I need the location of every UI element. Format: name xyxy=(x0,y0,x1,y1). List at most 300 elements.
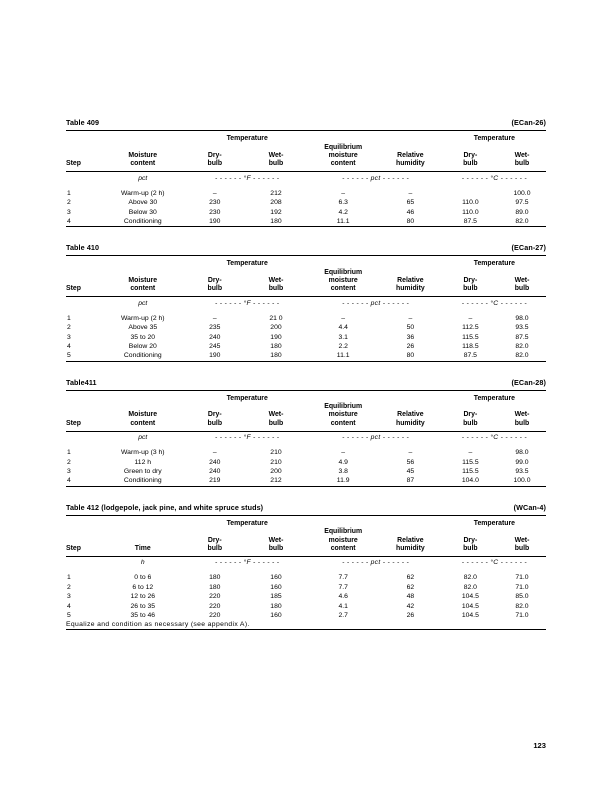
spacer xyxy=(100,391,186,404)
spacer xyxy=(66,256,100,269)
header-main-row xyxy=(66,269,546,297)
rule-bottom xyxy=(66,227,546,228)
unit-pct: pct xyxy=(138,174,148,182)
cell-wet-c: 85.0 xyxy=(515,593,529,601)
cell-label: Conditioning xyxy=(123,352,162,360)
header-relative-humidity xyxy=(378,403,443,431)
cell-dry-c: 87.5 xyxy=(463,217,477,225)
cell-wet-f: 212 xyxy=(270,189,282,197)
cell-wet-f: 21 0 xyxy=(269,314,283,322)
header-line: bulb xyxy=(463,544,478,552)
cell-emc: 4.1 xyxy=(338,602,348,610)
header-line: Relative xyxy=(397,151,424,159)
table-block-410 xyxy=(66,243,546,361)
header-line: bulb xyxy=(268,285,284,293)
cell-wet-f: 180 xyxy=(270,602,282,610)
header-dry-bulb-c xyxy=(443,403,498,431)
cell-rh: 26 xyxy=(406,342,415,350)
cell-rh: 80 xyxy=(406,217,415,225)
table-row xyxy=(66,217,546,227)
cell-wet-f: 180 xyxy=(270,352,282,360)
unit-hours: h xyxy=(140,559,145,567)
header-line: content xyxy=(330,160,356,168)
header-line: Dry- xyxy=(463,151,478,159)
cell-wet-f: 208 xyxy=(270,199,282,207)
spacer xyxy=(100,256,186,269)
cell-wet-c: 82.0 xyxy=(515,342,529,350)
data-table xyxy=(66,130,546,227)
table-row xyxy=(66,310,546,323)
spacer xyxy=(66,516,100,529)
spacer xyxy=(308,391,378,404)
header-group-row xyxy=(66,131,546,144)
cell-label: 6 to 12 xyxy=(132,583,154,591)
spacer xyxy=(66,557,100,570)
unit-celsius: - - - - - - °C - - - - - - xyxy=(461,434,527,442)
header-line: bulb xyxy=(514,419,530,427)
table-title: Table 412 (lodgepole, jack pine, and white spruce studs) xyxy=(66,502,264,512)
cell-label: 35 to 20 xyxy=(130,333,156,341)
cell-emc: 3.8 xyxy=(338,468,348,476)
header-temperature-c: Temperature xyxy=(473,135,515,142)
cell-label: Conditioning xyxy=(123,217,162,225)
units-row xyxy=(66,432,546,445)
spacer xyxy=(66,297,100,310)
cell-step: 1 xyxy=(67,449,71,457)
page-number: 123 xyxy=(533,741,546,750)
spacer xyxy=(100,516,186,529)
cell-wet-f: 160 xyxy=(270,611,282,619)
header-step: Step xyxy=(66,419,81,427)
table-row xyxy=(66,185,546,198)
header-line: bulb xyxy=(268,419,284,427)
header-line: bulb xyxy=(268,544,284,552)
header-line: Dry- xyxy=(463,411,478,419)
table-row xyxy=(66,207,546,216)
cell-wet-f: 160 xyxy=(270,574,282,582)
unit-fahrenheit: - - - - - - °F - - - - - - xyxy=(214,174,280,182)
header-line: Dry- xyxy=(207,151,222,159)
cell-label: Conditioning xyxy=(123,477,162,485)
header-line: Wet- xyxy=(514,411,530,419)
spacer xyxy=(66,131,100,144)
header-line: moisture xyxy=(328,411,358,419)
table-caption xyxy=(66,378,546,387)
header-line: moisture xyxy=(328,536,358,544)
cell-step: 3 xyxy=(67,593,71,601)
header-wet-bulb-c xyxy=(498,528,546,556)
cell-dry-c: 87.5 xyxy=(463,352,477,360)
unit-pct: pct xyxy=(138,434,148,442)
unit-fahrenheit: - - - - - - °F - - - - - - xyxy=(214,434,280,442)
header-line: Wet- xyxy=(514,151,530,159)
header-line: Wet- xyxy=(514,536,530,544)
cell-emc: 3.1 xyxy=(338,333,348,341)
cell-dry-c: 115.5 xyxy=(462,333,479,341)
cell-wet-f: 210 xyxy=(270,458,282,466)
cell-dry-c xyxy=(443,185,498,198)
header-line: content xyxy=(130,419,156,427)
spacer xyxy=(378,131,443,144)
unit-pct-dashes: - - - - - - pct - - - - - - xyxy=(342,174,410,182)
cell-dry-c: 104.5 xyxy=(461,602,479,610)
header-line: moisture xyxy=(328,277,358,284)
header-temperature-f: Temperature xyxy=(226,260,268,268)
cell-emc: – xyxy=(341,189,346,197)
cell-dry-c: – xyxy=(468,314,473,322)
cell-emc: – xyxy=(341,449,346,457)
cell-wet-c: 89.0 xyxy=(515,208,529,216)
cell-emc: 6.3 xyxy=(338,199,348,207)
header-wet-bulb-f xyxy=(244,528,309,556)
header-moisture-content xyxy=(100,144,186,172)
cell-dry-c: 104.5 xyxy=(461,611,479,619)
cell-step: 4 xyxy=(67,217,71,225)
cell-dry-f: 190 xyxy=(209,352,221,360)
table-row xyxy=(66,611,546,620)
header-group-row xyxy=(66,391,546,404)
cell-emc: 4.2 xyxy=(338,208,348,216)
header-dry-bulb-f xyxy=(186,269,244,297)
cell-wet-f: 180 xyxy=(270,342,282,350)
cell-wet-c: 100.0 xyxy=(513,189,531,197)
header-line: Wet- xyxy=(268,151,284,159)
data-table xyxy=(66,390,546,487)
header-line: humidity xyxy=(396,160,425,168)
cell-rh: 36 xyxy=(406,333,415,341)
units-row xyxy=(66,557,546,570)
unit-fahrenheit: - - - - - - °F - - - - - - xyxy=(214,299,280,307)
header-moisture-content xyxy=(100,403,186,431)
cell-step: 2 xyxy=(67,458,71,466)
cell-rh: – xyxy=(408,449,413,457)
cell-dry-c: 112.5 xyxy=(462,324,479,332)
cell-dry-f: 240 xyxy=(209,458,221,466)
cell-step: 4 xyxy=(67,477,71,485)
header-line: content xyxy=(330,419,356,427)
table-caption xyxy=(66,503,546,512)
cell-dry-f: – xyxy=(212,189,217,197)
rule-bottom xyxy=(66,486,546,487)
cell-dry-c: 115.5 xyxy=(462,468,479,476)
cell-emc: 2.2 xyxy=(338,342,348,350)
header-line: Equilibrium xyxy=(324,403,363,411)
header-line: bulb xyxy=(463,160,478,168)
cell-wet-c: 87.5 xyxy=(515,333,529,341)
header-line: Wet- xyxy=(268,536,284,544)
table-title: Table 409 xyxy=(66,118,100,127)
cell-dry-c: 82.0 xyxy=(463,574,477,582)
table-row xyxy=(66,323,546,332)
cell-dry-f: 190 xyxy=(209,217,221,225)
header-line: content xyxy=(130,160,156,168)
cell-rh: 42 xyxy=(406,602,415,610)
header-wet-bulb-f xyxy=(244,144,309,172)
cell-emc: 4.9 xyxy=(338,458,348,466)
spacer xyxy=(378,516,443,529)
cell-wet-f: 192 xyxy=(270,208,282,216)
cell-label: Below 30 xyxy=(128,208,157,216)
table-code: (ECan-27) xyxy=(511,243,546,253)
cell-label: Warm-up (3 h) xyxy=(121,449,165,457)
table-row xyxy=(66,332,546,341)
header-line: Equilibrium xyxy=(324,528,363,536)
header-line: Relative xyxy=(397,411,424,419)
header-step: Step xyxy=(66,160,81,168)
header-line: humidity xyxy=(396,419,425,427)
header-line: bulb xyxy=(463,419,478,427)
cell-emc: 11.1 xyxy=(336,217,350,225)
cell-dry-f: 220 xyxy=(209,602,221,610)
header-line: Dry- xyxy=(463,536,478,544)
table-title: Table411 xyxy=(66,377,97,387)
table-row xyxy=(66,342,546,351)
header-relative-humidity xyxy=(378,269,443,297)
data-table xyxy=(66,515,546,630)
header-line: content xyxy=(330,285,356,293)
cell-label: Warm-up (2 h) xyxy=(121,314,165,322)
spacer xyxy=(308,516,378,529)
cell-emc: 4.6 xyxy=(338,593,348,601)
header-line: bulb xyxy=(514,160,530,168)
cell-step: 1 xyxy=(67,314,71,322)
header-line: bulb xyxy=(207,419,223,427)
header-line: Dry- xyxy=(207,277,222,284)
cell-dry-c: 104.5 xyxy=(461,593,479,601)
cell-dry-f: 220 xyxy=(209,611,221,619)
cell-step: 1 xyxy=(67,189,71,197)
cell-rh: 56 xyxy=(406,458,415,466)
cell-rh: 50 xyxy=(406,324,415,332)
header-main-row xyxy=(66,403,546,431)
header-wet-bulb-f xyxy=(244,269,309,297)
cell-step: 3 xyxy=(67,333,71,341)
cell-wet-f: 180 xyxy=(270,217,282,225)
cell-rh: – xyxy=(408,189,413,197)
unit-celsius: - - - - - - °C - - - - - - xyxy=(461,559,527,567)
cell-rh: – xyxy=(408,314,413,322)
header-temperature-f: Temperature xyxy=(226,394,268,402)
spacer xyxy=(378,391,443,404)
cell-dry-c: 82.0 xyxy=(463,583,477,591)
header-line: bulb xyxy=(207,285,223,293)
header-line: humidity xyxy=(396,544,425,552)
cell-dry-f: 180 xyxy=(209,583,221,591)
table-caption xyxy=(66,118,546,127)
header-temperature-c: Temperature xyxy=(473,260,515,268)
cell-step: 2 xyxy=(67,583,71,591)
header-line: Dry- xyxy=(463,277,478,284)
cell-wet-f: 185 xyxy=(270,593,282,601)
spacer xyxy=(66,432,100,445)
cell-step: 5 xyxy=(67,611,71,619)
cell-rh: 87 xyxy=(406,477,415,485)
cell-step: 1 xyxy=(67,574,71,582)
cell-wet-c: 82.0 xyxy=(515,602,529,610)
spacer xyxy=(66,172,100,185)
cell-step: 4 xyxy=(67,602,71,610)
header-time: Time xyxy=(134,544,151,552)
header-group-row xyxy=(66,256,546,269)
table-row xyxy=(66,445,546,458)
spacer xyxy=(308,256,378,269)
cell-label: 12 to 26 xyxy=(130,593,156,601)
units-row xyxy=(66,172,546,185)
header-line: content xyxy=(330,544,356,552)
table-code: (ECan-26) xyxy=(511,118,546,127)
cell-dry-f: 230 xyxy=(209,199,221,207)
header-dry-bulb-c xyxy=(443,528,498,556)
header-line: Relative xyxy=(397,277,424,284)
header-line: Dry- xyxy=(207,536,222,544)
cell-dry-f: – xyxy=(212,314,217,322)
header-temperature-c: Temperature xyxy=(473,394,515,402)
cell-step: 4 xyxy=(67,342,71,350)
cell-rh: 48 xyxy=(406,593,415,601)
header-relative-humidity xyxy=(378,144,443,172)
cell-dry-c: 104.0 xyxy=(461,477,479,485)
header-line: Moisture xyxy=(128,411,158,419)
cell-wet-f: 210 xyxy=(270,449,282,457)
header-line: bulb xyxy=(207,544,223,552)
table-row xyxy=(66,570,546,583)
header-line: Wet- xyxy=(268,277,284,284)
table-block-409 xyxy=(66,118,546,227)
header-line: Relative xyxy=(397,536,424,544)
unit-pct-dashes: - - - - - - pct - - - - - - xyxy=(342,559,410,567)
cell-dry-f: 240 xyxy=(209,468,221,476)
table-row xyxy=(66,601,546,610)
cell-rh: 45 xyxy=(406,468,415,476)
cell-wet-f: 200 xyxy=(270,324,282,332)
header-equilibrium-moisture-content xyxy=(308,528,378,556)
header-equilibrium-moisture-content xyxy=(308,403,378,431)
header-wet-bulb-c xyxy=(498,269,546,297)
header-line: content xyxy=(130,285,156,293)
cell-wet-f: 160 xyxy=(270,583,282,591)
cell-wet-c: 98.0 xyxy=(515,314,529,322)
table-caption xyxy=(66,243,546,252)
spacer xyxy=(100,131,186,144)
header-main-row xyxy=(66,144,546,172)
header-relative-humidity xyxy=(378,528,443,556)
cell-step: 3 xyxy=(67,468,71,476)
table-row xyxy=(66,592,546,601)
table-row xyxy=(66,467,546,476)
header-dry-bulb-f xyxy=(186,528,244,556)
cell-wet-c: 100.0 xyxy=(513,477,531,485)
table-code: (ECan-28) xyxy=(511,377,546,387)
header-dry-bulb-c xyxy=(443,144,498,172)
cell-emc: 2.7 xyxy=(338,611,348,619)
cell-wet-c: 99.0 xyxy=(515,458,529,466)
units-row xyxy=(66,297,546,310)
cell-wet-f: 200 xyxy=(270,468,282,476)
table-row xyxy=(66,198,546,207)
header-line: bulb xyxy=(514,285,530,293)
header-line: bulb xyxy=(268,160,284,168)
cell-wet-c: 71.0 xyxy=(515,611,529,619)
data-table xyxy=(66,255,546,361)
cell-emc: 7.7 xyxy=(338,583,348,591)
header-temperature-f: Temperature xyxy=(226,519,268,527)
cell-emc: 11.9 xyxy=(336,477,350,485)
cell-emc: – xyxy=(341,314,346,322)
cell-dry-f: 220 xyxy=(209,593,221,601)
cell-label: Above 35 xyxy=(128,324,158,332)
cell-dry-f: 180 xyxy=(209,574,221,582)
spacer xyxy=(66,391,100,404)
cell-wet-c: 93.5 xyxy=(515,468,529,476)
header-line: bulb xyxy=(514,544,530,552)
cell-step: 5 xyxy=(67,352,71,360)
table-row xyxy=(66,583,546,592)
header-wet-bulb-c xyxy=(498,144,546,172)
cell-wet-f: 190 xyxy=(270,333,282,341)
tables-container xyxy=(66,118,546,646)
cell-wet-f: 212 xyxy=(270,477,282,485)
cell-rh: 46 xyxy=(406,208,415,216)
cell-dry-f: 235 xyxy=(209,324,221,332)
header-wet-bulb-f xyxy=(244,403,309,431)
cell-label: Above 30 xyxy=(128,199,158,207)
cell-dry-f: 219 xyxy=(209,477,221,485)
header-line: Dry- xyxy=(207,411,222,419)
cell-dry-f: 230 xyxy=(209,208,221,216)
header-dry-bulb-f xyxy=(186,144,244,172)
header-main-row xyxy=(66,528,546,556)
unit-pct-dashes: - - - - - - pct - - - - - - xyxy=(342,299,410,307)
cell-emc: 7.7 xyxy=(338,574,348,582)
cell-emc: 4.4 xyxy=(338,324,348,332)
cell-dry-c: 110.0 xyxy=(462,199,479,207)
header-line: Wet- xyxy=(514,277,530,284)
cell-label: Below 20 xyxy=(128,342,157,350)
header-equilibrium-moisture-content xyxy=(308,144,378,172)
header-line: Equilibrium xyxy=(324,268,363,276)
header-line: bulb xyxy=(463,285,478,293)
cell-wet-c: 82.0 xyxy=(515,217,529,225)
cell-rh: 62 xyxy=(406,583,415,591)
cell-wet-c: 98.0 xyxy=(515,449,529,457)
spacer xyxy=(308,131,378,144)
cell-label: 112 h xyxy=(134,458,152,466)
cell-wet-c: 82.0 xyxy=(515,352,529,360)
cell-label: 35 to 46 xyxy=(130,611,156,619)
cell-rh: 26 xyxy=(406,611,415,619)
header-line: Moisture xyxy=(128,151,158,159)
cell-rh: 65 xyxy=(406,199,415,207)
rule-bottom xyxy=(66,361,546,362)
cell-wet-c: 71.0 xyxy=(515,574,529,582)
header-group-row xyxy=(66,516,546,529)
cell-dry-f: 245 xyxy=(209,342,221,350)
header-line: Wet- xyxy=(268,411,284,419)
table-footnote: Equalize and condition as necessary (see appendix A). xyxy=(66,621,250,629)
header-equilibrium-moisture-content xyxy=(308,269,378,297)
header-line: humidity xyxy=(396,285,425,293)
header-temperature-f: Temperature xyxy=(226,135,268,142)
cell-wet-c: 97.5 xyxy=(515,199,529,207)
header-wet-bulb-c xyxy=(498,403,546,431)
cell-rh: 62 xyxy=(406,574,415,582)
header-dry-bulb-f xyxy=(186,403,244,431)
cell-wet-c: 71.0 xyxy=(515,583,529,591)
cell-label: Warm-up (2 h) xyxy=(121,189,165,197)
table-block-412 xyxy=(66,503,546,630)
table-block-411 xyxy=(66,378,546,487)
unit-pct: pct xyxy=(138,299,148,307)
